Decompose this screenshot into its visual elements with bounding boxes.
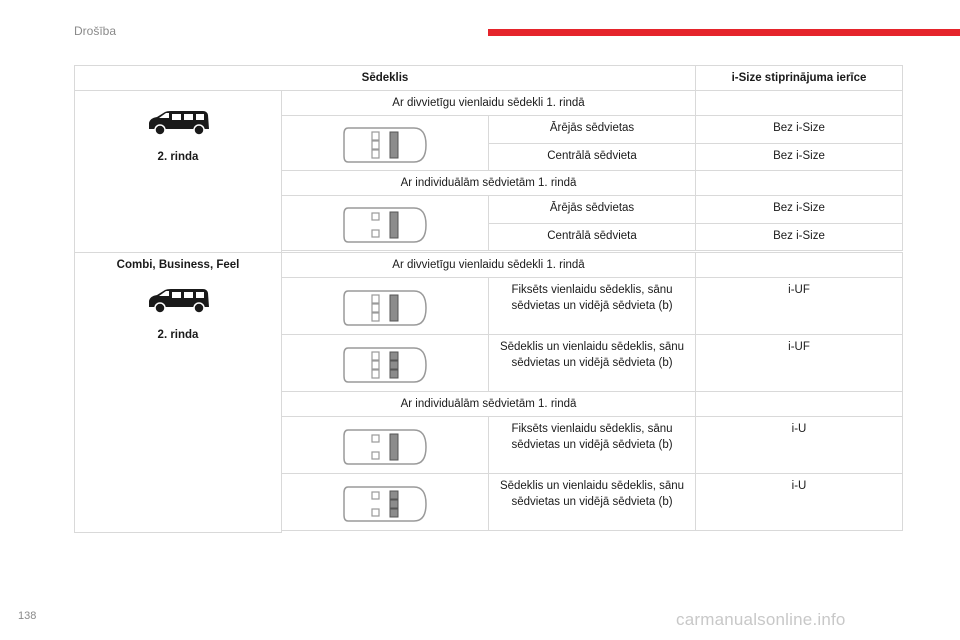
version-separator: , — [152, 259, 159, 271]
group2-row-label: 2. rinda — [157, 329, 199, 341]
isize-value: Bez i-Size — [696, 143, 903, 171]
seat-layout-top-view-icon — [342, 344, 428, 386]
seat-layout-top-view-icon — [342, 426, 428, 468]
group1-vehicle-cell — [75, 91, 282, 253]
van-side-icon — [145, 287, 211, 315]
seat-position: Ārējās sēdvietas — [489, 116, 696, 144]
group2-version-label — [117, 259, 240, 271]
header-accent-bar — [488, 29, 960, 36]
seat-diagram-cell — [282, 335, 489, 392]
page-number: 138 — [18, 610, 37, 622]
group1-bench-title: Ar divvietīgu vienlaidu sēdekli 1. rindā — [282, 91, 696, 116]
seat-position: Centrālā sēdvieta — [489, 143, 696, 171]
seat-layout-top-view-icon — [342, 204, 428, 246]
watermark: carmanualsonline.info — [676, 610, 846, 629]
seat-diagram-cell — [282, 196, 489, 251]
version-name: Combi — [116, 259, 153, 271]
empty-cell — [696, 171, 903, 196]
seat-diagram-cell — [282, 417, 489, 474]
col-header-isize: i-Size stiprinājuma ierīce — [696, 66, 903, 91]
seat-position: Fiksēts vienlaidu sēdeklis, sānu sēdvietas un vidējā sēdvieta (b) — [489, 417, 696, 474]
seat-layout-top-view-icon — [342, 287, 428, 329]
isize-table — [74, 65, 903, 533]
seat-diagram-cell — [282, 116, 489, 171]
isize-value: i-U — [696, 417, 903, 474]
group1-row-label: 2. rinda — [157, 151, 199, 163]
col-header-seat: Sēdeklis — [75, 66, 696, 91]
empty-cell — [696, 253, 903, 278]
group1-individual-title: Ar individuālām sēdvietām 1. rindā — [282, 171, 696, 196]
isize-value: Bez i-Size — [696, 196, 903, 224]
empty-cell — [696, 392, 903, 417]
seat-position: Sēdeklis un vienlaidu sēdeklis, sānu sēdvietas un vidējā sēdvieta (b) — [489, 335, 696, 392]
group2-bench-title: Ar divvietīgu vienlaidu sēdekli 1. rindā — [282, 253, 696, 278]
isize-value: Bez i-Size — [696, 223, 903, 251]
isize-value: Bez i-Size — [696, 116, 903, 144]
section-title: Drošība — [74, 24, 117, 38]
van-side-icon — [145, 109, 211, 137]
seat-layout-top-view-icon — [342, 124, 428, 166]
seat-layout-top-view-icon — [342, 483, 428, 525]
isize-value: i-UF — [696, 335, 903, 392]
empty-cell — [696, 91, 903, 116]
seat-position: Centrālā sēdvieta — [489, 223, 696, 251]
isize-value: i-UF — [696, 278, 903, 335]
seat-diagram-cell — [282, 474, 489, 531]
seat-diagram-cell — [282, 278, 489, 335]
version-name: Business — [158, 259, 210, 271]
isize-value: i-U — [696, 474, 903, 531]
group2-individual-title: Ar individuālām sēdvietām 1. rindā — [282, 392, 696, 417]
group2-vehicle-cell — [75, 253, 282, 533]
version-separator: , — [209, 259, 217, 271]
seat-position: Ārējās sēdvietas — [489, 196, 696, 224]
version-name: Feel — [216, 259, 240, 271]
seat-position: Fiksēts vienlaidu sēdeklis, sānu sēdvietas un vidējā sēdvieta (b) — [489, 278, 696, 335]
seat-position: Sēdeklis un vienlaidu sēdeklis, sānu sēdvietas un vidējā sēdvieta (b) — [489, 474, 696, 531]
